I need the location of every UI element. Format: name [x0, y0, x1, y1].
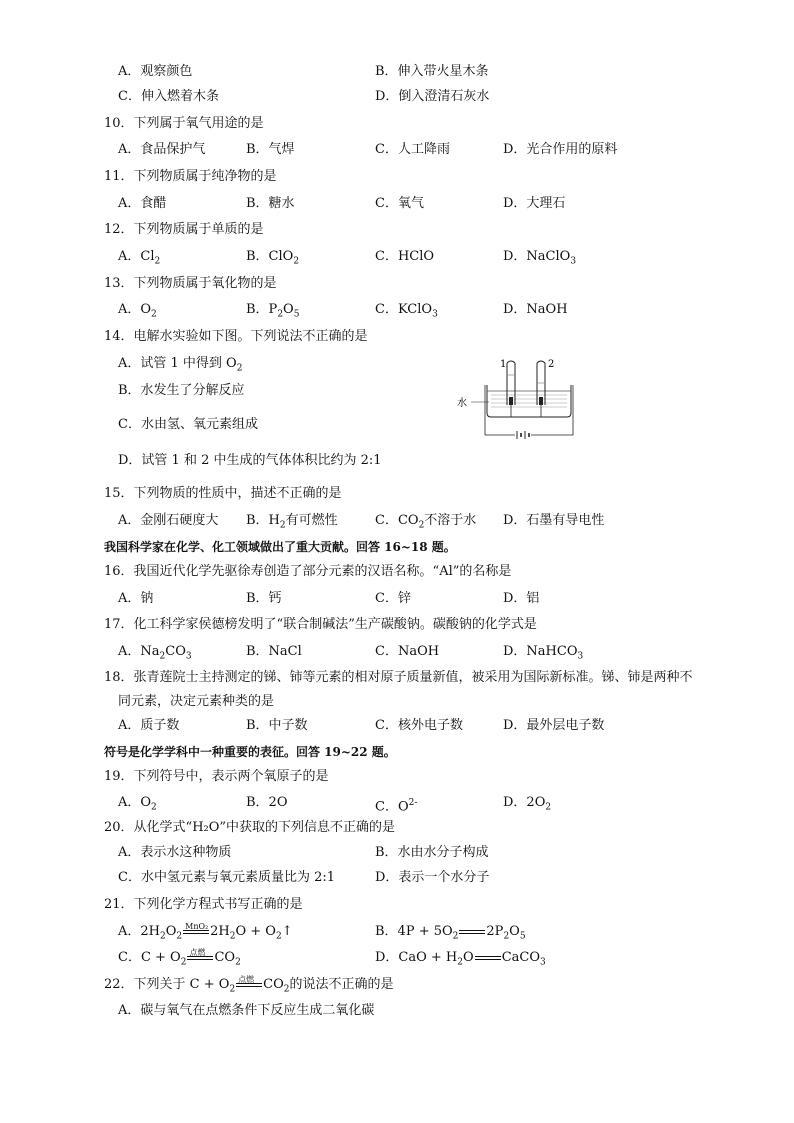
q11-option-b: B．糖水 — [246, 196, 295, 211]
q18-stem-line-2: 同元素，决定元素种类的是 — [118, 694, 275, 709]
q15-option-a: A．金刚石硬度大 — [118, 513, 219, 528]
q17-option-c: C．NaOH — [375, 644, 440, 659]
q11-option-d: D．大理石 — [503, 196, 566, 211]
figure-tube-2-label: 2 — [548, 359, 555, 370]
q18-option-a: A．质子数 — [118, 718, 180, 733]
q14-option-a: A．试管 1 中得到 $O_2$ — [118, 356, 243, 374]
q20-stem: 20．从化学式“H₂O”中获取的下列信息不正确的是 — [104, 820, 396, 835]
q22-option-a: A．碳与氧气在点燃条件下反应生成二氧化碳 — [118, 1003, 375, 1018]
electrolysis-apparatus-figure — [455, 355, 585, 440]
section-intro-19-22: 符号是化学学科中一种重要的表征。回答 19~22 题。 — [104, 745, 396, 759]
q18-option-b: B．中子数 — [246, 718, 308, 733]
q13-option-d: D．NaOH — [503, 302, 568, 317]
q10-option-a: A．食品保护气 — [118, 142, 206, 157]
q20-option-d: D．表示一个水分子 — [375, 870, 490, 885]
q19-option-c: C．$O^{2-}$ — [375, 798, 418, 815]
q13-stem: 13．下列物质属于氧化物的是 — [104, 276, 277, 291]
q21-option-b: B．$4P + 5O_2$ $2P_2O_5$ — [375, 924, 526, 942]
q21-option-c: C．$C + O_2$ 点燃 $CO_2$ — [118, 947, 241, 968]
q16-option-a: A．钠 — [118, 591, 154, 606]
equation-arrow: MnO₂ — [183, 930, 209, 934]
equation-arrow: 点燃 — [236, 983, 262, 987]
q11-stem: 11．下列物质属于纯净物的是 — [104, 169, 277, 184]
q18-option-d: D．最外层电子数 — [503, 718, 605, 733]
q10-option-c: C．人工降雨 — [375, 142, 450, 157]
section-intro-16-18: 我国科学家在化学、化工领域做出了重大贡献。回答 16~18 题。 — [104, 540, 456, 554]
q14-option-b: B．水发生了分解反应 — [118, 383, 245, 398]
q20-option-c: C．水中氢元素与氧元素质量比为 2:1 — [118, 870, 336, 885]
q12-option-b: B．ClO$_2$ — [246, 249, 300, 267]
q12-stem: 12．下列物质属于单质的是 — [104, 222, 264, 237]
q9-option-b: B．伸入带火星木条 — [375, 64, 489, 79]
q13-option-c: C．KClO$_3$ — [375, 302, 438, 320]
q17-option-b: B．NaCl — [246, 644, 302, 659]
q15-option-b: B．$H_2$有可燃性 — [246, 513, 338, 531]
q13-option-a: A．$O_2$ — [118, 302, 157, 320]
equation-arrow — [475, 956, 501, 960]
q9-option-c: C．伸入燃着木条 — [118, 89, 219, 104]
q13-option-b: B．$P_2O_5$ — [246, 302, 300, 320]
q14-option-c: C．水由氢、氧元素组成 — [118, 417, 258, 432]
q17-option-a: A．$Na_2CO_3$ — [118, 644, 192, 662]
q12-option-a: A．$Cl_2$ — [118, 249, 161, 267]
q21-option-d: D．CaO + $H_2O$ CaCO$_3$ — [375, 950, 546, 968]
q20-option-b: B．水由水分子构成 — [375, 845, 489, 860]
equation-arrow — [459, 930, 485, 934]
q20-option-a: A．表示水这种物质 — [118, 845, 232, 860]
figure-tube-1-label: 1 — [500, 359, 507, 370]
q22-stem: 22．下列关于 $C + O_2$ 点燃 $CO_2$的说法不正确的是 — [104, 974, 394, 995]
q16-option-d: D．铝 — [503, 591, 540, 606]
q19-option-d: D．$2O_2$ — [503, 795, 552, 813]
q9-option-d: D．倒入澄清石灰水 — [375, 89, 490, 104]
q11-option-c: C．氧气 — [375, 196, 424, 211]
q18-option-c: C．核外电子数 — [375, 718, 463, 733]
q21-stem: 21．下列化学方程式书写正确的是 — [104, 897, 303, 912]
q9-option-a: A．观察颜色 — [118, 64, 193, 79]
q17-option-d: D．NaHCO$_3$ — [503, 644, 584, 662]
equation-arrow: 点燃 — [187, 956, 213, 960]
q19-option-b: B．2O — [246, 795, 288, 810]
q10-option-d: D．光合作用的原料 — [503, 142, 618, 157]
q10-stem: 10．下列属于氧气用途的是 — [104, 116, 264, 131]
q17-stem: 17．化工科学家侯德榜发明了“联合制碱法”生产碳酸钠。碳酸钠的化学式是 — [104, 617, 537, 632]
q10-option-b: B．气焊 — [246, 142, 295, 157]
q16-option-c: C．锌 — [375, 591, 411, 606]
q18-stem-line-1: 18．张青莲院士主持测定的锑、铈等元素的相对原子质量新值，被采用为国际新标准。锑、铈是两种不 — [104, 670, 693, 685]
q15-option-c: C．$CO_2$不溶于水 — [375, 513, 477, 531]
q12-option-c: C．HClO — [375, 249, 435, 264]
q15-stem: 15．下列物质的性质中，描述不正确的是 — [104, 486, 342, 501]
figure-water-label: 水 — [457, 398, 467, 409]
q14-stem: 14．电解水实验如下图。下列说法不正确的是 — [104, 329, 368, 344]
q21-option-a: A．$2H_2O_2$ MnO₂ $2H_2O$ + $O_2↑$ — [118, 921, 293, 942]
q16-option-b: B．钙 — [246, 591, 282, 606]
q14-option-d: D．试管 1 和 2 中生成的气体体积比约为 2:1 — [118, 453, 382, 468]
q19-stem: 19．下列符号中，表示两个氧原子的是 — [104, 769, 329, 784]
q12-option-d: D．NaClO$_3$ — [503, 249, 577, 267]
q16-stem: 16．我国近代化学先驱徐寿创造了部分元素的汉语名称。“Al”的名称是 — [104, 564, 512, 579]
q19-option-a: A．$O_2$ — [118, 795, 157, 813]
q11-option-a: A．食醋 — [118, 196, 167, 211]
q15-option-d: D．石墨有导电性 — [503, 513, 605, 528]
